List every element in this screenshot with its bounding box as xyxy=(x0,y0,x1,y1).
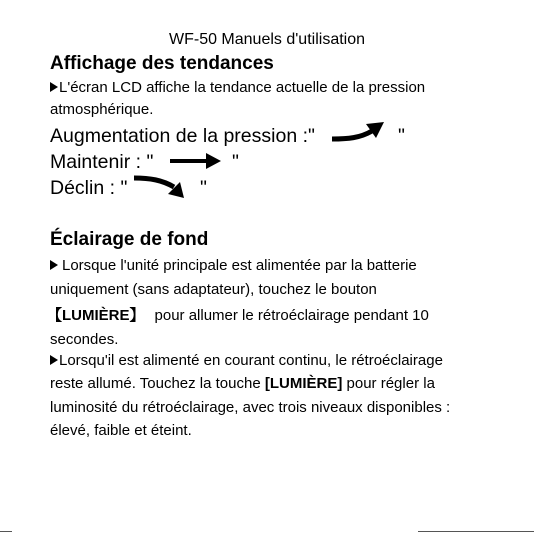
trend-steady-label: Maintenir : " xyxy=(50,151,154,173)
trends-intro-text: L'écran LCD affiche la tendance actuelle de la pression xyxy=(59,79,426,96)
document-title: WF-50 Manuels d'utilisation xyxy=(168,31,366,48)
backlight-p2-line-3: luminosité du rétroéclairage, avec trois niveaux disponibles : xyxy=(50,399,451,416)
backlight-p1-line-4: secondes. xyxy=(50,331,119,348)
backlight-p1-line-1 xyxy=(50,255,417,277)
trend-steady-arrow-icon xyxy=(170,150,222,172)
backlight-p2-text-2a: reste allumé. Touchez la touche xyxy=(50,375,265,392)
backlight-p1-line-3 xyxy=(47,305,429,327)
backlight-p1-text-1: Lorsque l'unité principale est alimentée par la batterie xyxy=(62,257,417,274)
trend-rising-label: Augmentation de la pression :" xyxy=(50,125,315,147)
backlight-p2-text-1: Lorsqu'il est alimenté en courant continu, le rétroéclairage xyxy=(59,352,443,369)
trends-heading: Affichage des tendances xyxy=(50,53,274,74)
backlight-heading: Éclairage de fond xyxy=(50,229,209,250)
trend-falling-close-quote: " xyxy=(200,177,207,199)
bullet-triangle-icon xyxy=(50,355,58,365)
trend-falling-row xyxy=(50,176,127,200)
backlight-p2-line-2 xyxy=(50,373,435,395)
lumiere-key-label-2: [LUMIÈRE] xyxy=(264,375,343,392)
trends-intro-line-2: atmosphérique. xyxy=(50,101,154,118)
backlight-p1-line-2: uniquement (sans adaptateur), touchez le bouton xyxy=(50,281,377,298)
backlight-p1-text-3: pour allumer le rétroéclairage pendant 10 xyxy=(154,307,429,324)
trend-rising-row xyxy=(50,124,315,148)
page-bottom-rule-right xyxy=(418,531,534,532)
backlight-p2-line-1 xyxy=(50,350,443,372)
trend-rising-close-quote: " xyxy=(398,125,405,147)
page-bottom-rule-left xyxy=(0,531,12,532)
bullet-triangle-icon xyxy=(50,260,58,270)
trend-falling-arrow-icon xyxy=(132,172,192,200)
trends-intro-line-1 xyxy=(50,77,425,99)
lumiere-key-label: 【LUMIÈRE】 xyxy=(47,307,145,324)
trend-rising-arrow-icon xyxy=(330,118,388,148)
bullet-triangle-icon xyxy=(50,82,58,92)
trend-falling-label: Déclin : " xyxy=(50,177,128,199)
backlight-p2-text-2b: pour régler la xyxy=(342,375,435,392)
backlight-p2-line-4: élevé, faible et éteint. xyxy=(50,422,192,439)
trend-steady-row xyxy=(50,150,153,174)
trend-steady-close-quote: " xyxy=(232,151,239,173)
